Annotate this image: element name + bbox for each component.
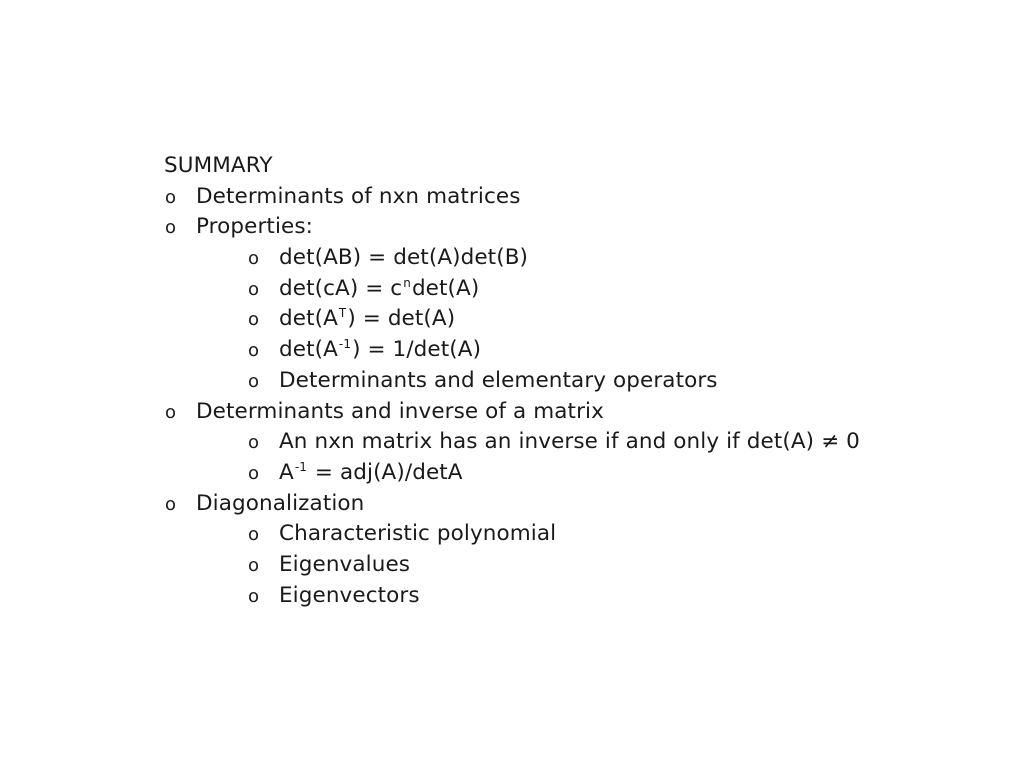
sub-list-item [247,427,984,458]
subitem-text: Characteristic polynomial [279,521,557,547]
formula-text: A [279,459,294,485]
formula-text: ) = 1/det(A) [352,337,482,363]
superscript: n [403,275,411,290]
bullet-icon: o [165,401,177,423]
formula-text: det(A [279,337,338,363]
subitem-formula [279,458,984,489]
summary-content [164,151,984,611]
item-text: Diagonalization [196,490,365,516]
formula-text: = adj(A)/detA [307,459,463,485]
sub-list-item [247,335,984,366]
formula-text: det(cA) = c [279,275,403,301]
sub-list-item [247,581,984,612]
bullet-icon: o [165,493,177,515]
sublist [196,519,984,611]
subitem-text: Eigenvectors [279,582,420,608]
sub-list-item [247,366,984,397]
sub-list-item [247,550,984,581]
subitem-formula [279,304,984,335]
superscript: -1 [294,459,307,474]
bullet-icon: o [248,585,260,607]
summary-list [164,182,984,612]
sub-list-item [247,243,984,274]
formula-text: det(A) [411,275,480,301]
formula-text: det(A [279,306,338,332]
bullet-icon: o [248,370,260,392]
bullet-icon: o [165,217,177,239]
subitem-text: An nxn matrix has an inverse if and only if det(A) ≠ 0 [279,429,860,455]
subitem-formula [279,274,984,305]
superscript: T [338,306,347,321]
subitem-text: det(AB) = det(A)det(B) [279,245,529,271]
sub-list-item [247,274,984,305]
list-item [164,182,984,213]
bullet-icon: o [248,278,260,300]
subitem-text: Eigenvalues [279,551,411,577]
formula-text: ) = det(A) [347,306,456,332]
bullet-icon: o [248,309,260,331]
bullet-icon: o [248,248,260,270]
item-text: Determinants of nxn matrices [196,183,521,209]
bullet-icon: o [248,524,260,546]
list-item [164,489,984,612]
list-item [164,212,984,396]
superscript: -1 [338,337,352,352]
subitem-formula [279,335,984,366]
bullet-icon: o [248,462,260,484]
sub-list-item [247,519,984,550]
bullet-icon: o [248,554,260,576]
bullet-icon: o [165,186,177,208]
bullet-icon: o [248,340,260,362]
subitem-text: Determinants and elementary operators [279,367,718,393]
sublist [196,243,984,396]
sub-list-item [247,458,984,489]
bullet-icon: o [248,432,260,454]
sublist [196,427,984,488]
item-text: Determinants and inverse of a matrix [196,398,604,424]
list-item [164,397,984,489]
item-text: Properties: [196,214,313,240]
sub-list-item [247,304,984,335]
summary-heading: SUMMARY [164,153,273,178]
